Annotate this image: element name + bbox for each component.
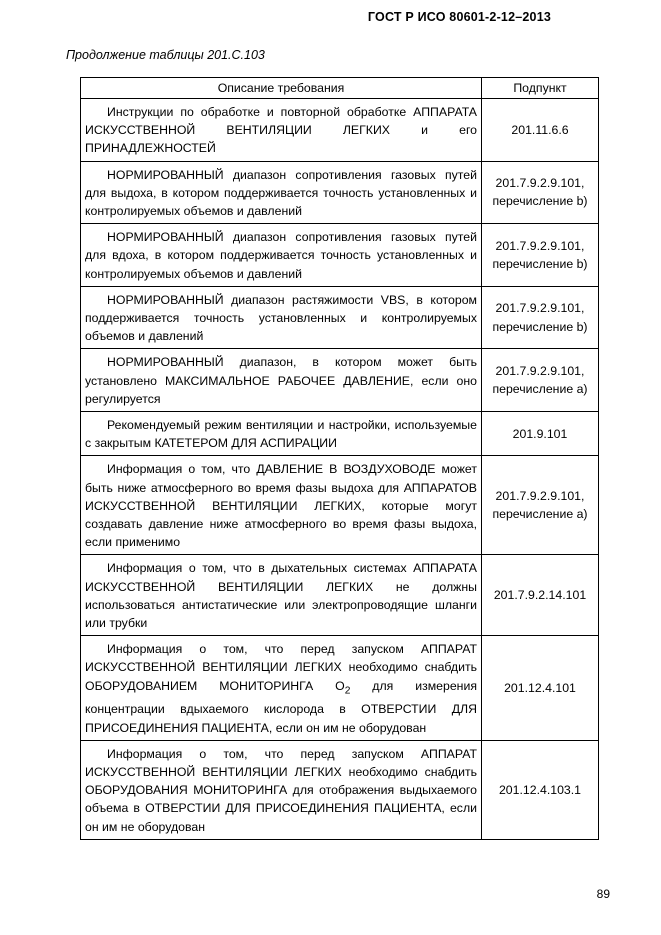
- table-row: [81, 555, 599, 636]
- table-continuation-caption: Продолжение таблицы 201.С.103: [66, 48, 265, 62]
- row-description: [81, 636, 482, 740]
- row-description: Инструкции по обработке и повторной обработке АППАРАТА ИСКУССТВЕННОЙ ВЕНТИЛЯЦИИ ЛЕГКИХ и его ПРИНАДЛЕЖНОСТЕЙ: [81, 99, 482, 162]
- table-row: [81, 99, 599, 162]
- row-clause: 201.7.9.2.9.101, перечисление а): [482, 456, 599, 555]
- row-clause: 201.11.6.6: [482, 99, 599, 162]
- table-row: [81, 740, 599, 839]
- row-description: Информация о том, что перед запуском АППАРАТ ИСКУССТВЕННОЙ ВЕНТИЛЯЦИИ ЛЕГКИХ необходимо снабдить ОБОРУДОВАНИЯ МОНИТОРИНГА для отображения выдыхаемого объема в ОТВЕРСТИИ ДЛЯ ПРИСОЕДИНЕНИЯ ПАЦИЕНТА, если он им не оборудован: [81, 740, 482, 839]
- table-row: [81, 286, 599, 349]
- row-description-part-2: для измерения концентрации вдыхаемого кислорода в ОТВЕРСТИИ ДЛЯ ПРИСОЕДИНЕНИЯ ПАЦИЕНТА, если он им не оборудован: [85, 678, 477, 735]
- row-clause: 201.12.4.101: [482, 636, 599, 740]
- row-description: Рекомендуемый режим вентиляции и настройки, используемые с закрытым КАТЕТЕРОМ ДЛЯ АСПИРАЦИИ: [81, 412, 482, 456]
- row-description: Информация о том, что в дыхательных системах АППАРАТА ИСКУССТВЕННОЙ ВЕНТИЛЯЦИИ ЛЕГКИХ не должны использоваться антистатические или электропроводящие шланги или трубки: [81, 555, 482, 636]
- row-description: НОРМИРОВАННЫЙ диапазон сопротивления газовых путей для вдоха, в котором поддерживается точность установленных и контролируемых объемов и давлений: [81, 224, 482, 287]
- table-row: [81, 161, 599, 224]
- row-description: Информация о том, что ДАВЛЕНИЕ В ВОЗДУХОВОДЕ может быть ниже атмосферного во время фазы выдоха для АППАРАТОВ ИСКУССТВЕННОЙ ВЕНТИЛЯЦИИ ЛЕГКИХ, которые могут создавать давление ниже атмосферного во время фазы выдоха, если применимо: [81, 456, 482, 555]
- row-clause: 201.12.4.103.1: [482, 740, 599, 839]
- row-description: НОРМИРОВАННЫЙ диапазон растяжимости VBS, в котором поддерживается точность установленных и контролируемых объемов и давлений: [81, 286, 482, 349]
- row-clause: 201.9.101: [482, 412, 599, 456]
- document-code: ГОСТ Р ИСО 80601-2-12–2013: [367, 10, 551, 24]
- row-clause: 201.7.9.2.9.101, перечисление b): [482, 161, 599, 224]
- table-row: [81, 412, 599, 456]
- header-description: Описание требования: [81, 78, 482, 99]
- requirements-table: [80, 77, 599, 840]
- row-clause: 201.7.9.2.9.101, перечисление b): [482, 224, 599, 287]
- table-row: [81, 349, 599, 412]
- table-header-row: [81, 78, 599, 99]
- oxygen-subscript: 2: [344, 685, 351, 697]
- row-description-part-1: Информация о том, что перед запуском АППАРАТ ИСКУССТВЕННОЙ ВЕНТИЛЯЦИИ ЛЕГКИХ необходимо снабдить ОБОРУДОВАНИЕМ МОНИТОРИНГА O: [85, 642, 477, 693]
- table-row: [81, 636, 599, 740]
- table-row: [81, 456, 599, 555]
- row-description: НОРМИРОВАННЫЙ диапазон сопротивления газовых путей для выдоха, в котором поддерживается точность установленных и контролируемых объемов и давлений: [81, 161, 482, 224]
- page-number: 89: [596, 887, 610, 901]
- row-clause: 201.7.9.2.9.101, перечисление b): [482, 286, 599, 349]
- row-clause: 201.7.9.2.14.101: [482, 555, 599, 636]
- row-clause: 201.7.9.2.9.101, перечисление а): [482, 349, 599, 412]
- row-description: НОРМИРОВАННЫЙ диапазон, в котором может быть установлено МАКСИМАЛЬНОЕ РАБОЧЕЕ ДАВЛЕНИЕ, если оно регулируется: [81, 349, 482, 412]
- table-row: [81, 224, 599, 287]
- header-clause: Подпункт: [482, 78, 599, 99]
